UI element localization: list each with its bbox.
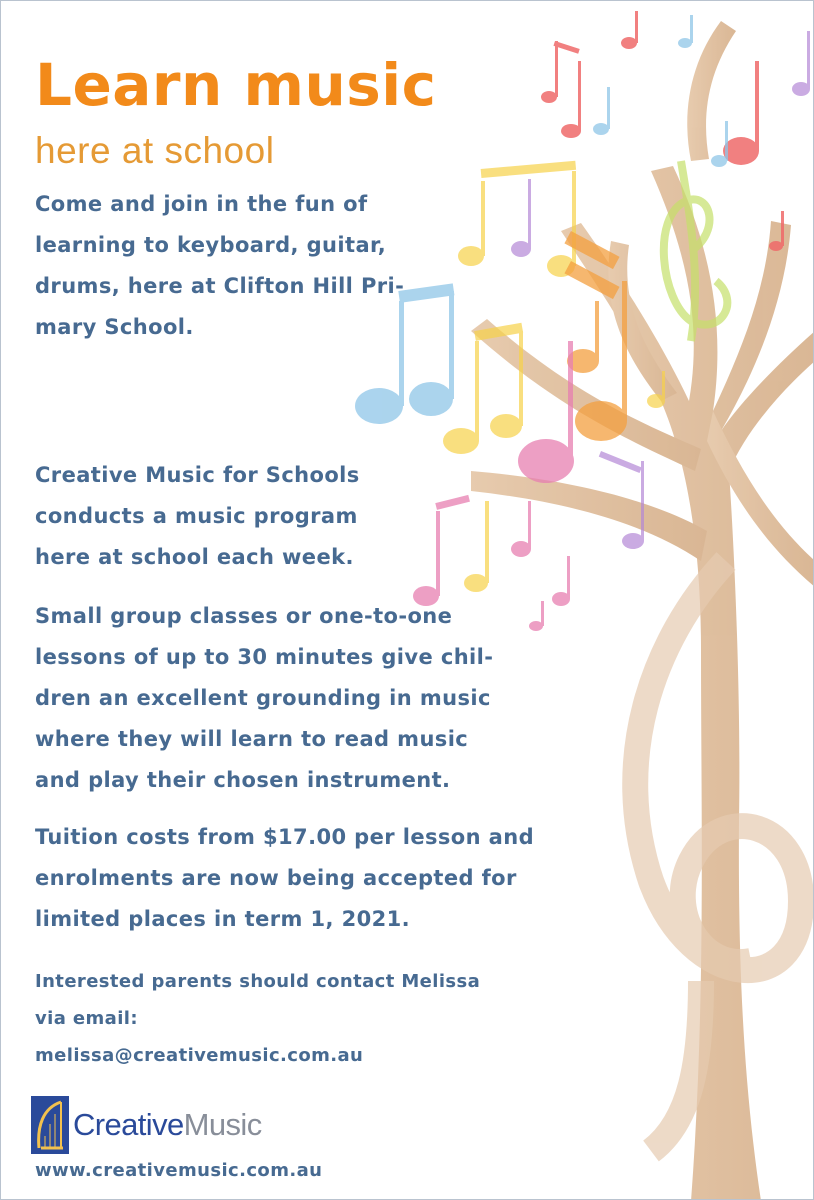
- text-line: Interested parents should contact Melissa: [35, 971, 481, 992]
- classes-paragraph: [35, 596, 493, 801]
- contact-paragraph: [35, 963, 480, 1074]
- logo-word-creative: Creative: [73, 1107, 184, 1142]
- text-line: Tuition costs from $17.00 per lesson and: [35, 825, 534, 849]
- text-line: Small group classes or one-to-one: [35, 604, 453, 628]
- website-link[interactable]: www.creativemusic.com.au: [35, 1160, 323, 1181]
- tree-trunk: [471, 21, 814, 1200]
- harp-icon: [31, 1096, 69, 1154]
- text-line: lessons of up to 30 minutes give chil-: [35, 645, 494, 669]
- program-paragraph: [35, 455, 360, 578]
- text-line: dren an excellent grounding in music: [35, 686, 491, 710]
- text-line: enrolments are now being accepted for: [35, 866, 517, 890]
- creative-music-logo: [31, 1094, 262, 1156]
- text-line: drums, here at Clifton Hill Pri-: [35, 274, 405, 298]
- text-line: where they will learn to read music: [35, 727, 469, 751]
- headline-title: Learn music: [35, 51, 437, 119]
- headline-subtitle: here at school: [35, 130, 275, 171]
- contact-email[interactable]: melissa@creativemusic.com.au: [35, 1045, 364, 1066]
- text-line: here at school each week.: [35, 545, 354, 569]
- text-line: learning to keyboard, guitar,: [35, 233, 387, 257]
- text-line: mary School.: [35, 315, 194, 339]
- logo-word-music: Music: [183, 1107, 262, 1142]
- tuition-paragraph: [35, 817, 534, 940]
- text-line: conducts a music program: [35, 504, 358, 528]
- text-line: limited places in term 1, 2021.: [35, 907, 411, 931]
- text-line: Come and join in the fun of: [35, 192, 368, 216]
- text-line: and play their chosen instrument.: [35, 768, 451, 792]
- text-line: via email:: [35, 1008, 138, 1029]
- text-line: Creative Music for Schools: [35, 463, 360, 487]
- intro-paragraph: [35, 184, 404, 348]
